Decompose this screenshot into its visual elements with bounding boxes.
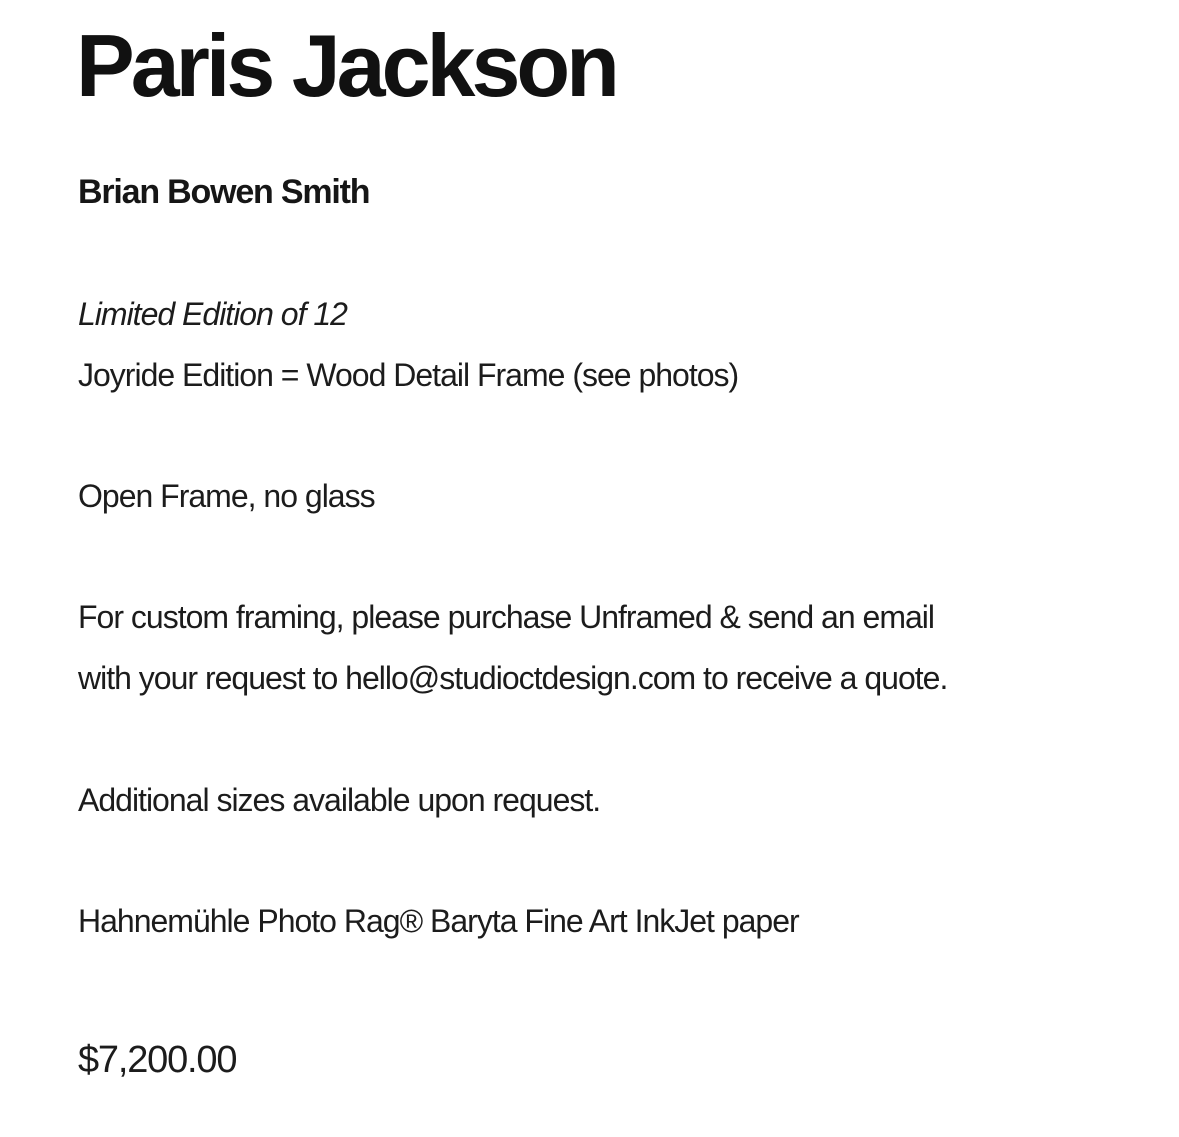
custom-framing-text-line1: For custom framing, please purchase Unframed & send an email [78, 599, 934, 635]
artist-name: Brian Bowen Smith [78, 173, 370, 211]
edition-text: Limited Edition of 12 [78, 296, 347, 332]
custom-framing-text-line2: with your request to hello@studioctdesign.com to receive a quote. [78, 660, 948, 696]
price: $7,200.00 [78, 1039, 237, 1081]
sizes-text: Additional sizes available upon request. [78, 782, 601, 818]
product-title: Paris Jackson [76, 16, 616, 115]
frame-text: Open Frame, no glass [78, 478, 375, 514]
paper-text: Hahnemühle Photo Rag® Baryta Fine Art InkJet paper [78, 903, 799, 939]
joyride-edition-text: Joyride Edition = Wood Detail Frame (see photos) [78, 357, 739, 393]
